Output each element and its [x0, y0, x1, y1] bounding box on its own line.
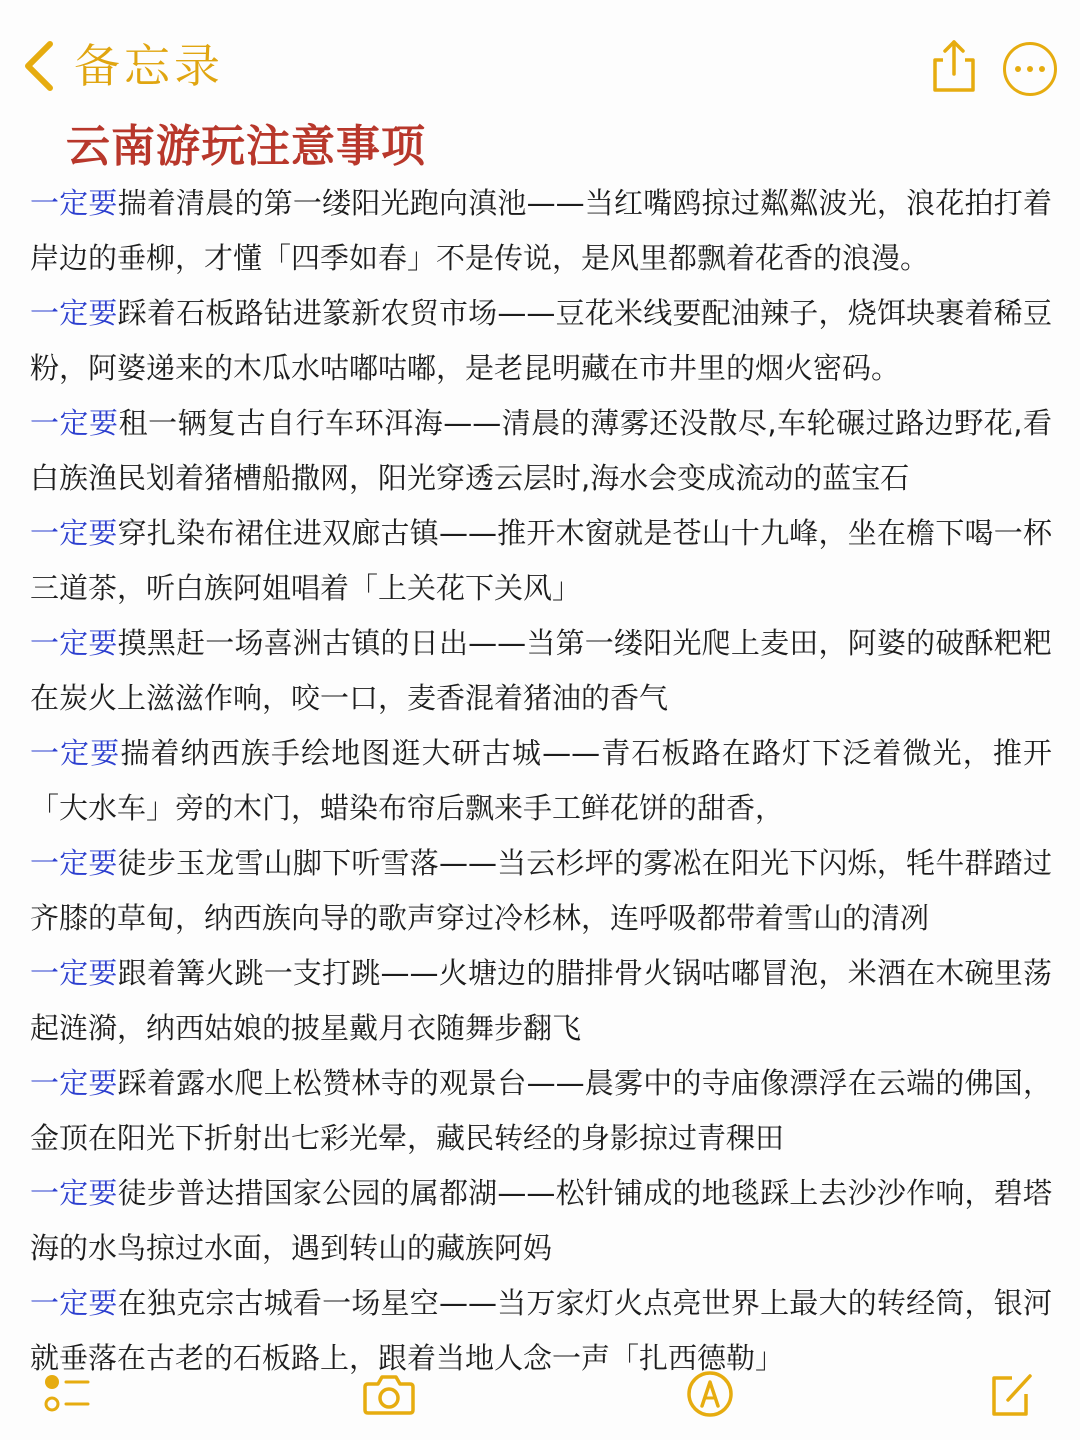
paragraph-text: 揣着清晨的第一缕阳光跑向滇池——当红嘴鸥掠过粼粼波光，浪花拍打着岸边的垂柳，才懂「四季如春」不是传说，是风里都飘着花香的浪漫。 — [30, 186, 1052, 275]
chevron-left-icon — [18, 36, 58, 96]
compose-icon — [988, 1368, 1034, 1418]
note-title: 云南游玩注意事项 — [66, 121, 426, 172]
camera-icon — [362, 1372, 416, 1416]
paragraph-text: 在独克宗古城看一场星空——当万家灯火点亮世界上最大的转经筒，银河就垂落在古老的石板路上，跟着当地人念一声「扎西德勒」 — [30, 1286, 1052, 1375]
note-paragraph — [30, 616, 1052, 726]
note-paragraph — [30, 1056, 1052, 1166]
note-paragraph — [30, 506, 1052, 616]
keyword: 一定要 — [30, 956, 118, 990]
note-paragraph — [30, 726, 1052, 836]
checklist-icon — [42, 1372, 92, 1416]
more-button[interactable] — [1003, 42, 1057, 96]
checklist-button[interactable] — [42, 1372, 92, 1416]
back-label: 备忘录 — [74, 39, 224, 93]
more-icon-dot — [1027, 66, 1033, 72]
compose-button[interactable] — [988, 1368, 1034, 1418]
keyword: 一定要 — [30, 736, 121, 770]
keyword: 一定要 — [30, 1286, 118, 1320]
back-button[interactable] — [18, 30, 224, 102]
note-body[interactable] — [30, 176, 1052, 1386]
paragraph-text: 穿扎染布裙住进双廊古镇——推开木窗就是苍山十九峰，坐在檐下喝一杯三道茶，听白族阿姐唱着「上关花下关风」 — [30, 516, 1052, 605]
keyword: 一定要 — [30, 626, 118, 660]
share-button[interactable] — [926, 36, 982, 96]
bottom-toolbar — [0, 1366, 1080, 1440]
note-paragraph — [30, 1166, 1052, 1276]
keyword: 一定要 — [30, 1066, 118, 1100]
keyword: 一定要 — [30, 406, 119, 440]
paragraph-text: 租一辆复古自行车环洱海——清晨的薄雾还没散尽,车轮碾过路边野花,看白族渔民划着猪槽船撒网，阳光穿透云层时,海水会变成流动的蓝宝石 — [30, 406, 1052, 495]
note-paragraph — [30, 176, 1052, 286]
note-paragraph — [30, 396, 1052, 506]
paragraph-text: 揣着纳西族手绘地图逛大研古城——青石板路在路灯下泛着微光，推开「大水车」旁的木门，蜡染布帘后飘来手工鲜花饼的甜香， — [30, 736, 1052, 825]
paragraph-text: 徒步普达措国家公园的属都湖——松针铺成的地毯踩上去沙沙作响，碧塔海的水鸟掠过水面，遇到转山的藏族阿妈 — [30, 1176, 1052, 1265]
keyword: 一定要 — [30, 186, 118, 220]
keyword: 一定要 — [30, 296, 118, 330]
paragraph-text: 跟着篝火跳一支打跳——火塘边的腊排骨火锅咕嘟冒泡，米酒在木碗里荡起涟漪，纳西姑娘的披星戴月衣随舞步翻飞 — [30, 956, 1052, 1045]
note-paragraph — [30, 836, 1052, 946]
markup-button[interactable] — [686, 1370, 734, 1418]
keyword: 一定要 — [30, 516, 118, 550]
paragraph-text: 摸黑赶一场喜洲古镇的日出——当第一缕阳光爬上麦田，阿婆的破酥粑粑在炭火上滋滋作响，咬一口，麦香混着猪油的香气 — [30, 626, 1052, 715]
paragraph-text: 徒步玉龙雪山脚下听雪落——当云杉坪的雾凇在阳光下闪烁，牦牛群踏过齐膝的草甸，纳西族向导的歌声穿过冷杉林，连呼吸都带着雪山的清冽 — [30, 846, 1052, 935]
paragraph-text: 踩着露水爬上松赞林寺的观景台——晨雾中的寺庙像漂浮在云端的佛国，金顶在阳光下折射出七彩光晕，藏民转经的身影掠过青稞田 — [30, 1066, 1052, 1155]
share-icon — [926, 81, 982, 100]
note-paragraph — [30, 286, 1052, 396]
more-icon-dot — [1039, 66, 1045, 72]
more-icon — [1015, 66, 1021, 72]
camera-button[interactable] — [362, 1372, 416, 1416]
keyword: 一定要 — [30, 846, 118, 880]
navigation-bar — [0, 0, 1080, 120]
markup-icon — [686, 1370, 734, 1418]
keyword: 一定要 — [30, 1176, 118, 1210]
note-paragraph — [30, 946, 1052, 1056]
paragraph-text: 踩着石板路钻进篆新农贸市场——豆花米线要配油辣子，烧饵块裹着稀豆粉，阿婆递来的木瓜水咕嘟咕嘟，是老昆明藏在市井里的烟火密码。 — [30, 296, 1052, 385]
